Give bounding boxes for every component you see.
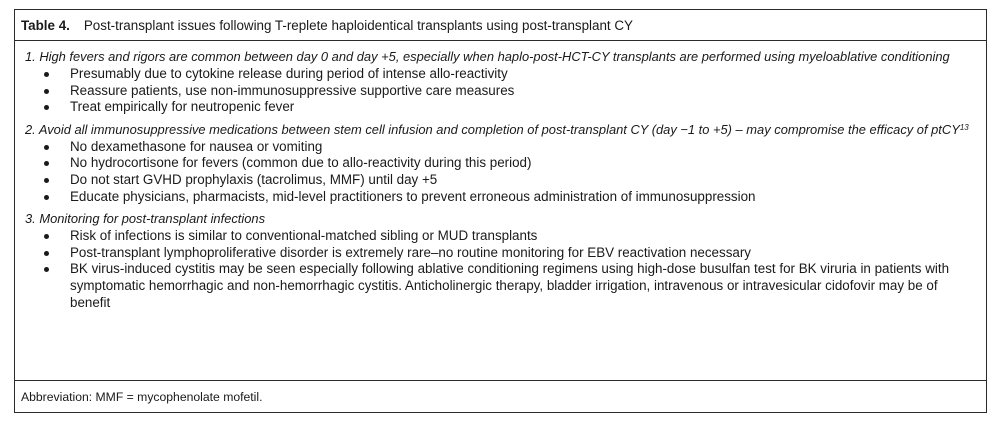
abbreviation-note: Abbreviation: MMF = mycophenolate mofetil. — [21, 389, 263, 404]
list-item: Presumably due to cytokine release during period of intense allo-reactivity — [44, 66, 978, 83]
section-infection-monitoring — [25, 211, 978, 311]
section-heading: 1. High fevers and rigors are common between day 0 and day +5, especially when haplo-post-HCT-CY transplants are performed using myeloablative conditioning — [25, 49, 950, 64]
table-title: Post-transplant issues following T-replete haploidentical transplants using post-transplant CY — [83, 17, 633, 33]
table-label: Table 4. — [21, 17, 70, 33]
bullet-icon — [44, 89, 49, 94]
table-title-row — [15, 10, 986, 41]
table-footnote — [15, 381, 986, 412]
reference-superscript: 13 — [959, 122, 969, 132]
list-item: BK virus-induced cystitis may be seen especially following ablative conditioning regimens using high-dose busulfan test for BK viruria in patients with symptomatic hemorrhagic and non-hemorrhagic cystitis. Anticholinergic therapy, bladder irrigation, intravenous or intravesicular cidofovir may be of benefit — [44, 261, 978, 311]
section-avoid-immunosuppression — [25, 122, 978, 205]
bullet-list — [25, 66, 978, 116]
section-fevers — [25, 49, 978, 116]
list-item: Treat empirically for neutropenic fever — [44, 99, 978, 116]
bullet-icon — [44, 267, 49, 272]
bullet-icon — [44, 195, 49, 200]
bullet-icon — [44, 145, 49, 150]
list-item: No dexamethasone for nausea or vomiting — [44, 139, 978, 156]
list-item: Educate physicians, pharmacists, mid-level practitioners to prevent erroneous administration of immunosuppression — [44, 189, 978, 206]
list-item: No hydrocortisone for fevers (common due to allo-reactivity during this period) — [44, 155, 978, 172]
bullet-list — [25, 139, 978, 205]
list-item: Reassure patients, use non-immunosuppressive supportive care measures — [44, 83, 978, 100]
table-body — [15, 41, 986, 381]
list-item: Do not start GVHD prophylaxis (tacrolimus, MMF) until day +5 — [44, 172, 978, 189]
bullet-icon — [44, 105, 49, 110]
bullet-icon — [44, 72, 49, 77]
section-heading: 3. Monitoring for post-transplant infections — [25, 211, 266, 227]
bullet-list — [25, 228, 978, 311]
bullet-icon — [44, 234, 49, 239]
table-4 — [14, 9, 987, 413]
list-item: Risk of infections is similar to conventional-matched sibling or MUD transplants — [44, 228, 978, 245]
bullet-icon — [44, 178, 49, 183]
bullet-icon — [44, 161, 49, 166]
list-item: Post-transplant lymphoproliferative disorder is extremely rare–no routine monitoring for EBV reactivation necessary — [44, 245, 978, 262]
section-heading: 2. Avoid all immunosuppressive medications between stem cell infusion and completion of post-transplant CY (day −1 to +5) – may compromise the efficacy of ptCY$^{13}$ — [25, 121, 969, 137]
bullet-icon — [44, 251, 49, 256]
